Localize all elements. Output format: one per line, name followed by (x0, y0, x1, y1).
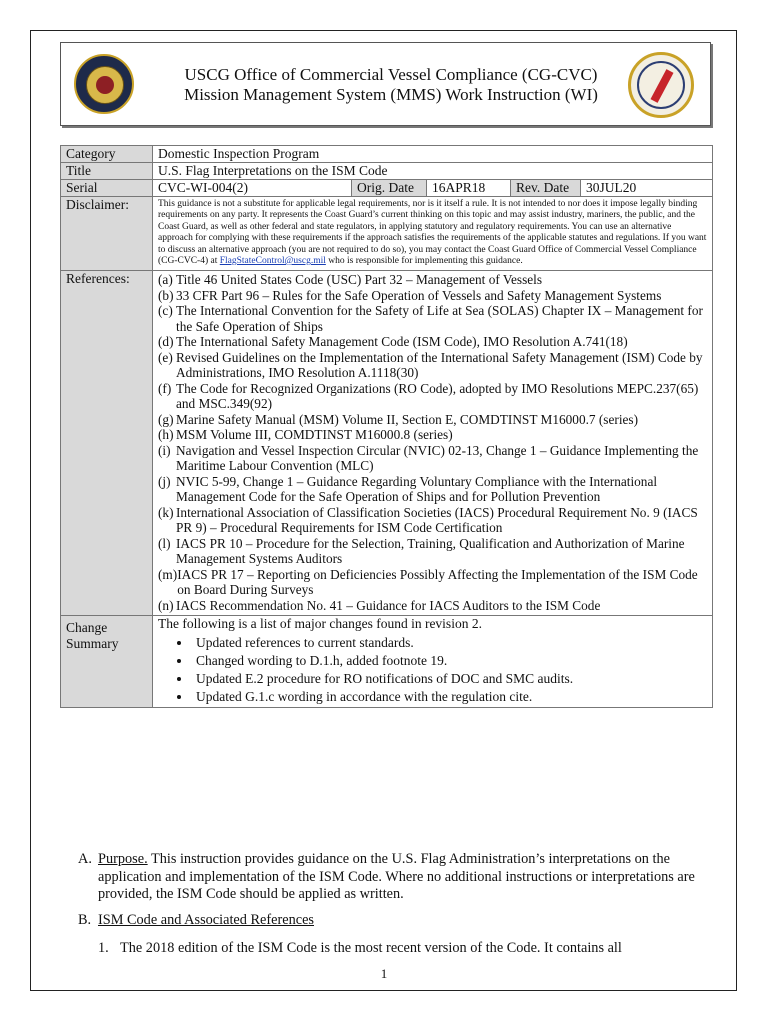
disclaimer-row (61, 197, 713, 271)
reference-item: (j) NVIC 5-99, Change 1 – Guidance Regarding Voluntary Compliance with the International Management Code for the Safe Operation of Ships and for Pollution Prevention (158, 473, 658, 505)
purpose-heading: Purpose. (98, 851, 148, 867)
reference-item: (i) Navigation and Vessel Inspection Circular (NVIC) 02-13, Change 1 – Guidance Implementing the Maritime Labour Convention (MLC) (158, 442, 699, 474)
references-list (158, 271, 707, 615)
change-summary-intro: The following is a list of major changes found in revision 2. (158, 616, 482, 632)
title-label: Title (61, 163, 153, 180)
document-info-table (60, 145, 713, 708)
change-item: • Updated G.1.c wording in accordance with the regulation cite. (192, 688, 707, 706)
cvc-office-seal (628, 52, 694, 118)
title-row (61, 163, 713, 180)
disclaimer-tail: who is responsible for implementing this guidance. (325, 256, 523, 267)
title-line-2: Mission Management System (MMS) Work Instruction (WI) (184, 85, 598, 104)
rev-date-value: 30JUL20 (581, 180, 713, 197)
change-item: • Changed wording to D.1.h, added footnote 19. (192, 652, 707, 670)
serial-value: CVC-WI-004(2) (153, 180, 352, 197)
title-value: U.S. Flag Interpretations on the ISM Code (153, 163, 713, 180)
section-b-heading (78, 912, 716, 930)
section-a-marker: A. (78, 851, 92, 867)
category-value: Domestic Inspection Program (153, 146, 713, 163)
references-label: References: (61, 271, 153, 616)
change-item: • Updated references to current standards. (192, 634, 707, 652)
category-label: Category (61, 146, 153, 163)
reference-item: (n) IACS Recommendation No. 41 – Guidance for IACS Auditors to the ISM Code (158, 597, 601, 613)
change-list (158, 634, 707, 706)
serial-row (61, 180, 713, 197)
document-title (171, 65, 611, 105)
contact-email-link[interactable]: FlagStateControl@uscg.mil (219, 256, 326, 267)
page-number: 1 (380, 966, 388, 981)
uscg-commandant-seal (74, 54, 134, 114)
reference-item: (l) IACS PR 10 – Procedure for the Selection, Training, Qualification and Authorization of Marine Management Systems Auditors (158, 535, 685, 567)
section-a-purpose (78, 851, 716, 904)
orig-date-value: 16APR18 (427, 180, 511, 197)
change-item: • Updated E.2 procedure for RO notifications of DOC and SMC audits. (192, 670, 707, 688)
disclaimer-body: This guidance is not a substitute for applicable legal requirements, nor is it itself a rule. It is not intended to nor does it impose legally binding requirements on any party. It represents the Coast Guard’s current thinking on this topic and may assist industry, mariners, the public, and the Coast Guard, as well as other federal and state regulators, in applying statutory and regulatory requirements. You can use an alternative approach for complying with these requirements if the approach satisfies the requirements of the applicable statutes and regulations. If you want to discuss an alternative approach (you are not required to do so), you may contact the Coast Guard Office of Commercial Vessel Compliance (CG-CVC-4) at (158, 199, 707, 267)
reference-item: (a) Title 46 United States Code (USC) Part 32 – Management of Vessels (158, 272, 543, 288)
section-b1-text: The 2018 edition of the ISM Code is the most recent version of the Code. It contains all (120, 940, 622, 956)
disclaimer-label: Disclaimer: (61, 197, 153, 271)
serial-label: Serial (61, 180, 153, 197)
orig-date-label: Orig. Date (352, 180, 427, 197)
title-line-1: USCG Office of Commercial Vessel Compliance (CG-CVC) (184, 65, 598, 84)
references-row (61, 271, 713, 616)
purpose-text: This instruction provides guidance on the U.S. Flag Administration’s interpretations on the application and implementation of the ISM Code. Where no additional instructions or interpretations are provided, the ISM Code should be applied as written. (98, 851, 695, 903)
reference-item: (k) International Association of Classification Societies (IACS) Procedural Requirement No. 9 (IACS PR 9) – Procedural Requirements for ISM Code Certification (158, 504, 698, 536)
change-summary-label: Change Summary (61, 616, 153, 708)
reference-item: (d) The International Safety Management Code (ISM Code), IMO Resolution A.741(18) (158, 334, 628, 350)
reference-item: (f) The Code for Recognized Organizations (RO Code), adopted by IMO Resolutions MEPC.237(65) and MSC.349(92) (158, 380, 699, 412)
disclaimer-cell (153, 197, 713, 271)
category-row (61, 146, 713, 163)
reference-item: (b) 33 CFR Part 96 – Rules for the Safe Operation of Vessels and Safety Management Systems (158, 287, 662, 303)
section-b-title: ISM Code and Associated References (98, 912, 314, 928)
reference-item: (g) Marine Safety Manual (MSM) Volume II, Section E, COMDTINST M16000.7 (series) (158, 411, 639, 427)
disclaimer-text (158, 197, 707, 270)
document-header (60, 42, 711, 126)
section-b1-marker: 1. (98, 940, 109, 956)
change-summary-row (61, 616, 713, 708)
change-summary-cell (153, 616, 713, 708)
reference-item: (e) Revised Guidelines on the Implementation of the International Safety Management (ISM) Code by Administrations, IMO Resolution A.1118(30) (158, 349, 703, 381)
section-b-marker: B. (78, 912, 92, 928)
reference-item: (c) The International Convention for the Safety of Life at Sea (SOLAS) Chapter IX – Management for the Safe Operation of Ships (158, 303, 703, 334)
reference-item: (h) MSM Volume III, COMDTINST M16000.8 (series) (158, 427, 453, 443)
rev-date-label: Rev. Date (511, 180, 581, 197)
section-b1-paragraph (98, 940, 718, 958)
reference-item: (m) IACS PR 17 – Reporting on Deficiencies Possibly Affecting the Implementation of the ISM Code on Board During Surveys (158, 566, 698, 598)
references-cell (153, 271, 713, 616)
